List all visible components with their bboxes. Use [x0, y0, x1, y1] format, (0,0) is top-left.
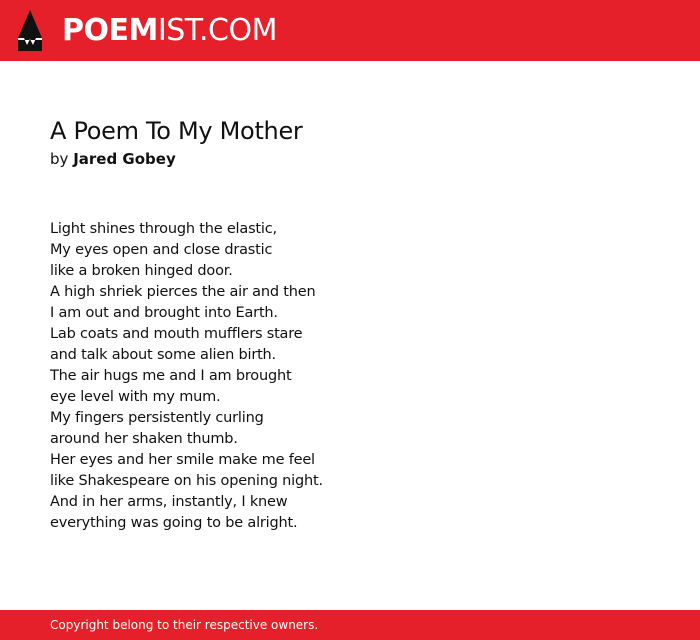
poem-title: A Poem To My Mother: [50, 117, 303, 145]
pencil-tip-icon[interactable]: [18, 10, 42, 51]
author-name: Jared Gobey: [73, 150, 176, 168]
poem-line: Light shines through the elastic,: [50, 221, 277, 237]
poem-line: And in her arms, instantly, I knew: [50, 494, 288, 510]
logo-bold-text: POEM: [62, 13, 158, 48]
poem-line: The air hugs me and I am brought: [50, 368, 292, 384]
poem-line: I am out and brought into Earth.: [50, 305, 278, 321]
poem-line: like Shakespeare on his opening night.: [50, 473, 323, 489]
poem-line: around her shaken thumb.: [50, 431, 238, 447]
poem-line: like a broken hinged door.: [50, 263, 233, 279]
poem-content: [50, 115, 650, 534]
poem-line: eye level with my mum.: [50, 389, 221, 405]
poem-body: [50, 219, 650, 534]
site-footer: [0, 610, 700, 640]
poem-line: My eyes open and close drastic: [50, 242, 273, 258]
poem-line: and talk about some alien birth.: [50, 347, 276, 363]
logo-light-text: IST.COM: [157, 13, 277, 48]
poem-line: Her eyes and her smile make me feel: [50, 452, 315, 468]
copyright-text: Copyright belong to their respective owners.: [50, 618, 319, 632]
poem-line: A high shriek pierces the air and then: [50, 284, 316, 300]
byline: [50, 148, 650, 170]
byline-prefix: by: [50, 150, 69, 168]
poem-line: My fingers persistently curling: [50, 410, 264, 426]
poem-line: everything was going to be alright.: [50, 515, 298, 531]
site-header: [0, 0, 700, 61]
site-logo[interactable]: [62, 12, 277, 50]
poem-line: Lab coats and mouth mufflers stare: [50, 326, 303, 342]
